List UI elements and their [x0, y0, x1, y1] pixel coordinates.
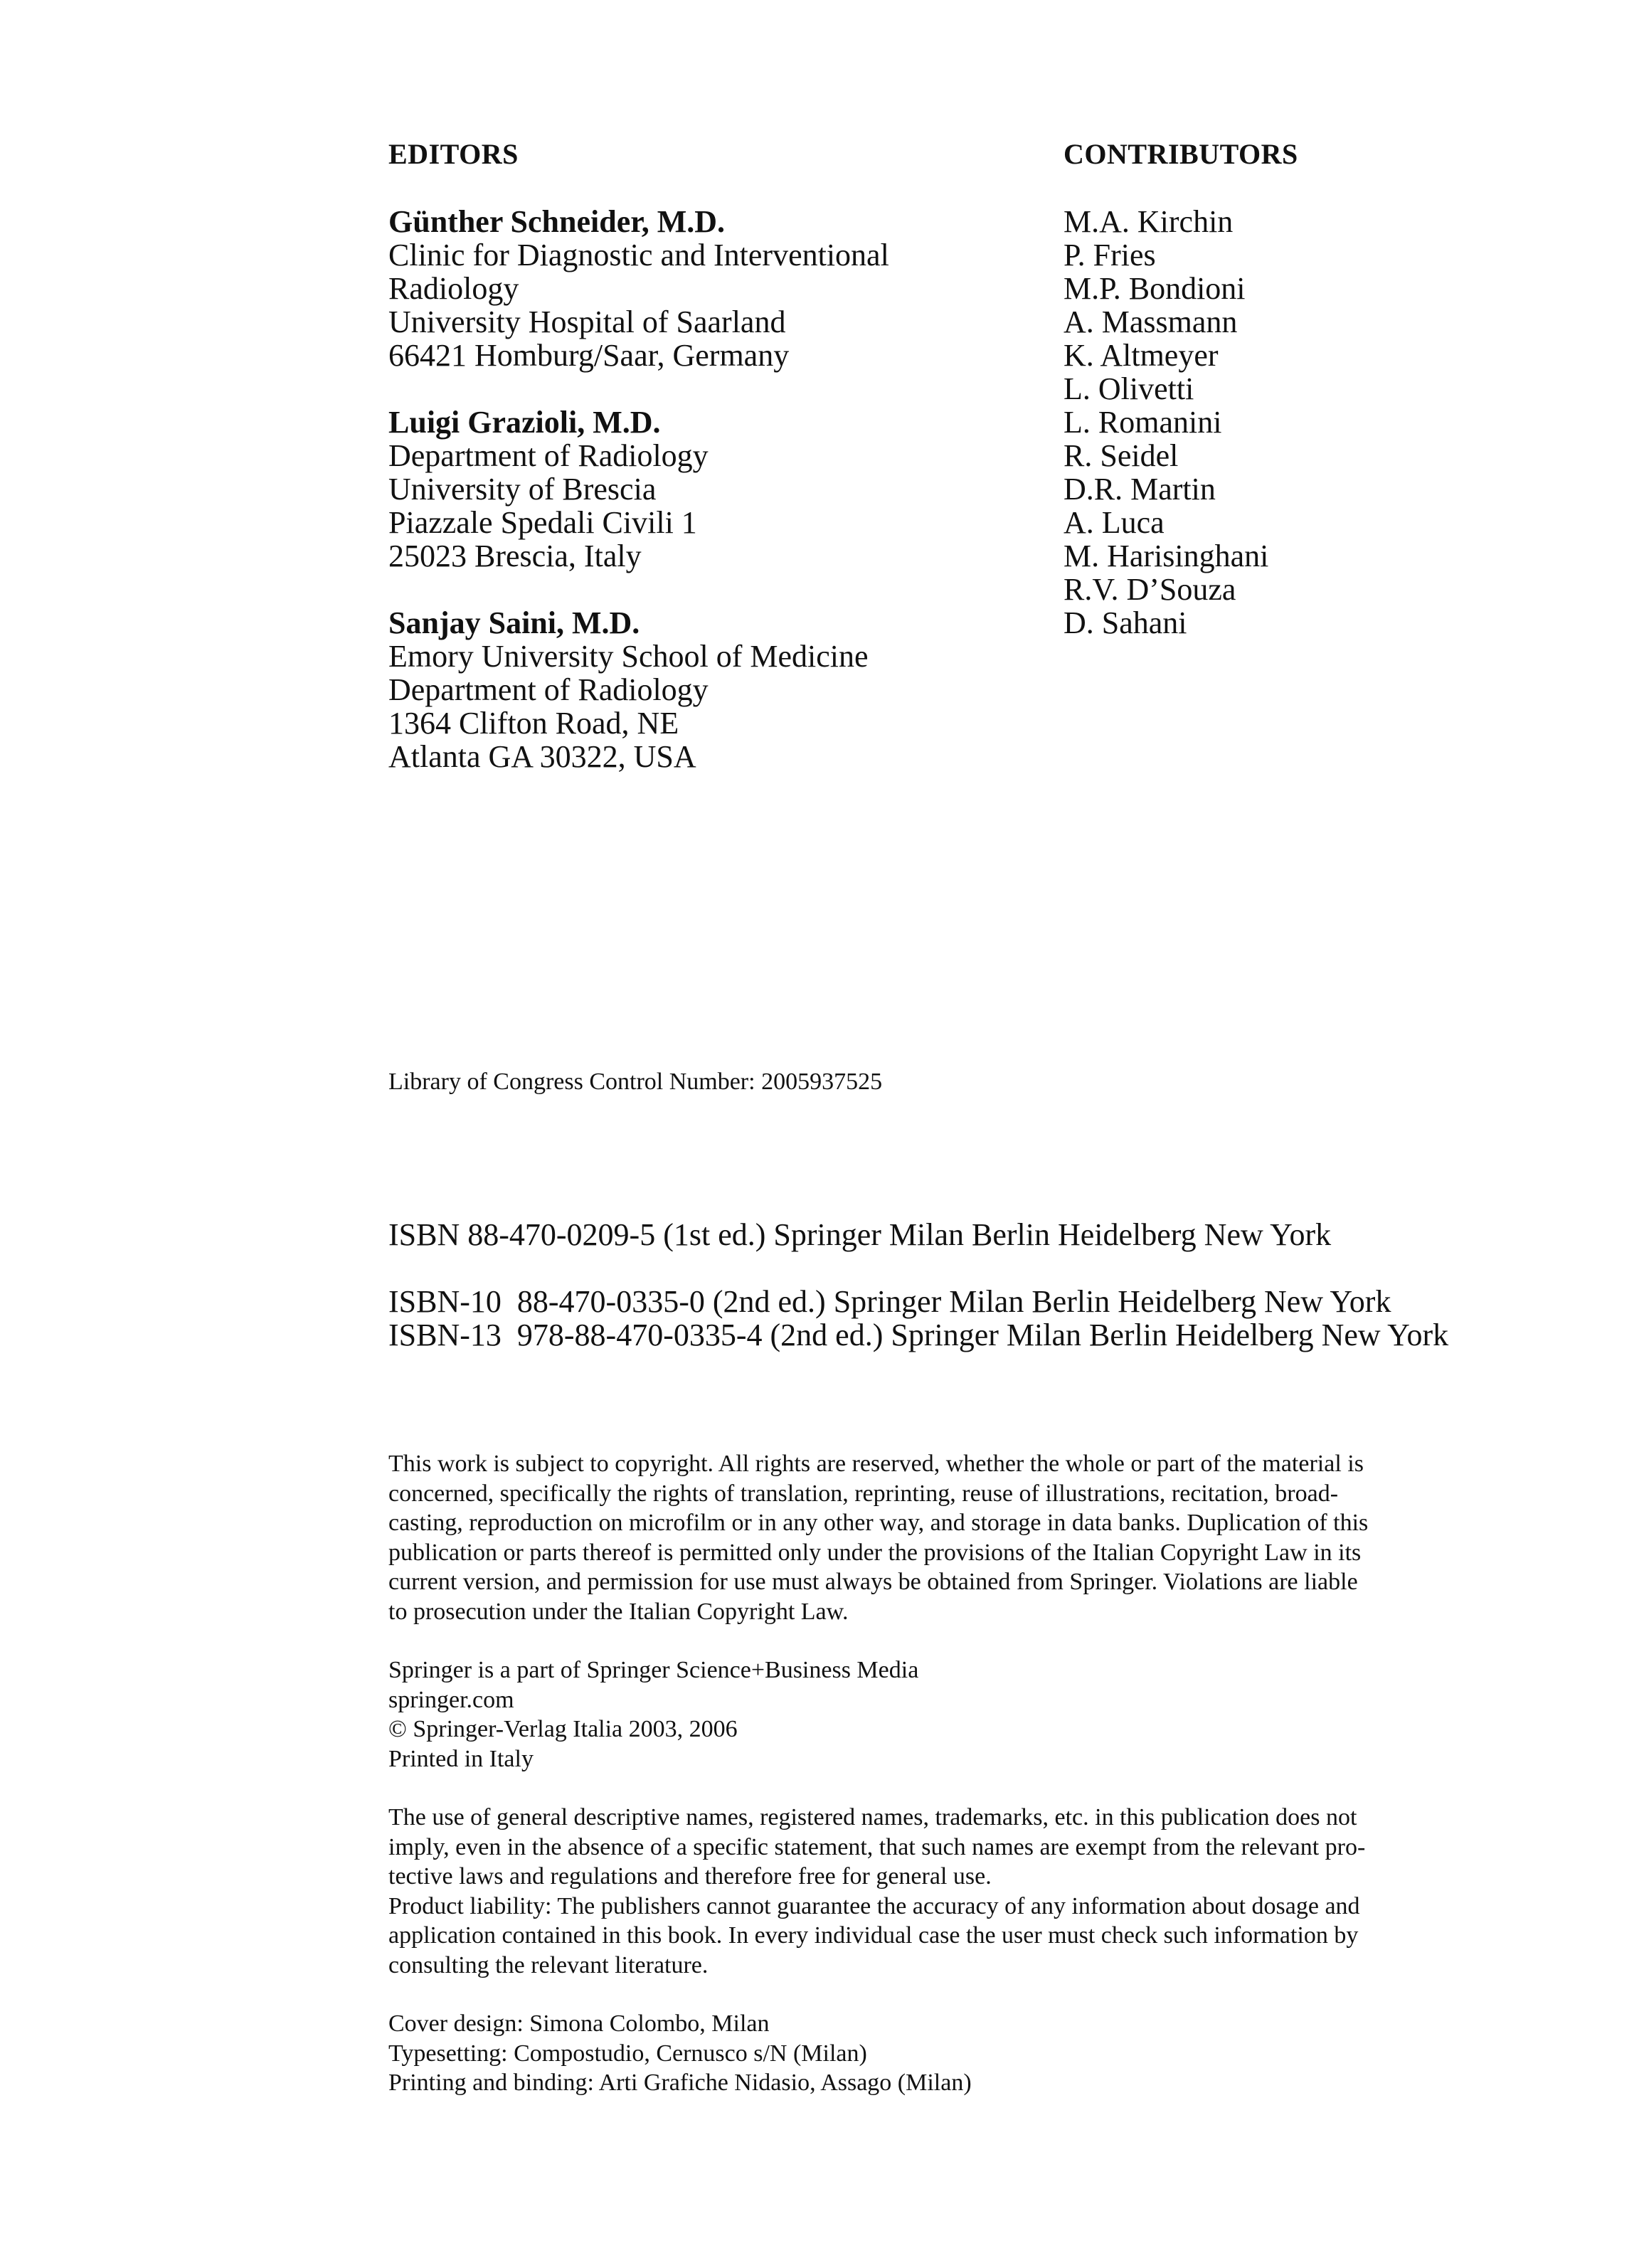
publisher-line: springer.com — [388, 1686, 514, 1713]
copyright-line: This work is subject to copyright. All rights are reserved, whether the whole or part of the material is — [388, 1451, 1364, 1477]
editor-address-line: 66421 Homburg/Saar, Germany — [388, 338, 790, 373]
publisher-line: Springer is a part of Springer Science+Business Media — [388, 1657, 919, 1683]
contributors-heading: CONTRIBUTORS — [1064, 138, 1298, 170]
disclaimer-line: Product liability: The publishers cannot guarantee the accuracy of any information about dosage and — [388, 1892, 1360, 1919]
editor-block — [388, 205, 889, 372]
credit-line: Cover design: Simona Colombo, Milan — [388, 2010, 770, 2037]
editor-address-line: University of Brescia — [388, 472, 657, 507]
copyright-line: concerned, specifically the rights of translation, reprinting, reuse of illustrations, recitation, broad- — [388, 1480, 1339, 1507]
isbn-10: ISBN-10 88-470-0335-0 (2nd ed.) Springer Milan Berlin Heidelberg New York — [388, 1284, 1391, 1319]
publisher-info — [388, 1655, 1368, 1774]
disclaimer-line: The use of general descriptive names, registered names, trademarks, etc. in this publication does not — [388, 1804, 1357, 1830]
isbn-section — [388, 1218, 1448, 1352]
lccn: Library of Congress Control Number: 2005937525 — [388, 1069, 883, 1095]
disclaimer — [388, 1803, 1368, 1980]
contributor-name: M.A. Kirchin — [1064, 204, 1234, 239]
contributor-name: L. Olivetti — [1064, 371, 1194, 406]
contributor-name: R. Seidel — [1064, 438, 1179, 473]
isbn-13: ISBN-13 978-88-470-0335-4 (2nd ed.) Springer Milan Berlin Heidelberg New York — [388, 1318, 1449, 1352]
editor-block — [388, 406, 889, 573]
contributor-name: P. Fries — [1064, 238, 1156, 272]
editor-address-line: Piazzale Spedali Civili 1 — [388, 505, 697, 540]
editor-name: Luigi Grazioli, M.D. — [388, 405, 661, 440]
editor-address-line: Department of Radiology — [388, 672, 709, 707]
copyright-notice — [388, 1449, 1368, 1626]
credits — [388, 2009, 1368, 2098]
editor-name: Sanjay Saini, M.D. — [388, 605, 640, 640]
credit-line: Typesetting: Compostudio, Cernusco s/N (Milan) — [388, 2040, 867, 2067]
editors-section — [388, 137, 889, 773]
disclaimer-line: consulting the relevant literature. — [388, 1951, 709, 1978]
editor-block — [388, 606, 889, 773]
contributors-section — [1064, 137, 1298, 640]
contributors-list — [1064, 205, 1298, 640]
contributor-name: M.P. Bondioni — [1064, 271, 1246, 306]
isbn-first-edition: ISBN 88-470-0209-5 (1st ed.) Springer Milan Berlin Heidelberg New York — [388, 1217, 1332, 1252]
editor-name: Günther Schneider, M.D. — [388, 204, 726, 239]
editor-address-line: Emory University School of Medicine — [388, 639, 869, 674]
copyright-line: to prosecution under the Italian Copyright Law. — [388, 1598, 849, 1625]
credit-line: Printing and binding: Arti Grafiche Nidasio, Assago (Milan) — [388, 2070, 972, 2096]
editor-address-line: Atlanta GA 30322, USA — [388, 739, 696, 774]
editor-address-line: Radiology — [388, 271, 519, 306]
editor-address-line: University Hospital of Saarland — [388, 304, 786, 339]
legal-section — [388, 1449, 1368, 2098]
contributor-name: L. Romanini — [1064, 405, 1222, 440]
contributor-name: R.V. D’Souza — [1064, 572, 1236, 607]
contributor-name: A. Massmann — [1064, 304, 1238, 339]
editors-heading: EDITORS — [388, 138, 519, 170]
publisher-line: © Springer-Verlag Italia 2003, 2006 — [388, 1716, 738, 1742]
disclaimer-line: application contained in this book. In every individual case the user must check such information by — [388, 1922, 1359, 1949]
copyright-line: casting, reproduction on microfilm or in any other way, and storage in data banks. Duplication of this — [388, 1510, 1369, 1536]
contributor-name: K. Altmeyer — [1064, 338, 1219, 373]
publisher-line: Printed in Italy — [388, 1745, 534, 1772]
editor-address-line: 1364 Clifton Road, NE — [388, 706, 679, 741]
disclaimer-line: tective laws and regulations and therefore free for general use. — [388, 1863, 992, 1890]
copyright-line: publication or parts thereof is permitted only under the provisions of the Italian Copyright Law in its — [388, 1539, 1362, 1566]
contributor-name: M. Harisinghani — [1064, 539, 1269, 573]
copyright-line: current version, and permission for use must always be obtained from Springer. Violations are liable — [388, 1569, 1358, 1595]
contributor-name: A. Luca — [1064, 505, 1165, 540]
disclaimer-line: imply, even in the absence of a specific statement, that such names are exempt from the relevant pro- — [388, 1833, 1366, 1860]
contributor-name: D. Sahani — [1064, 605, 1187, 640]
editor-address-line: Department of Radiology — [388, 438, 709, 473]
editor-address-line: 25023 Brescia, Italy — [388, 539, 642, 573]
contributor-name: D.R. Martin — [1064, 472, 1216, 507]
editor-address-line: Clinic for Diagnostic and Interventional — [388, 238, 889, 272]
